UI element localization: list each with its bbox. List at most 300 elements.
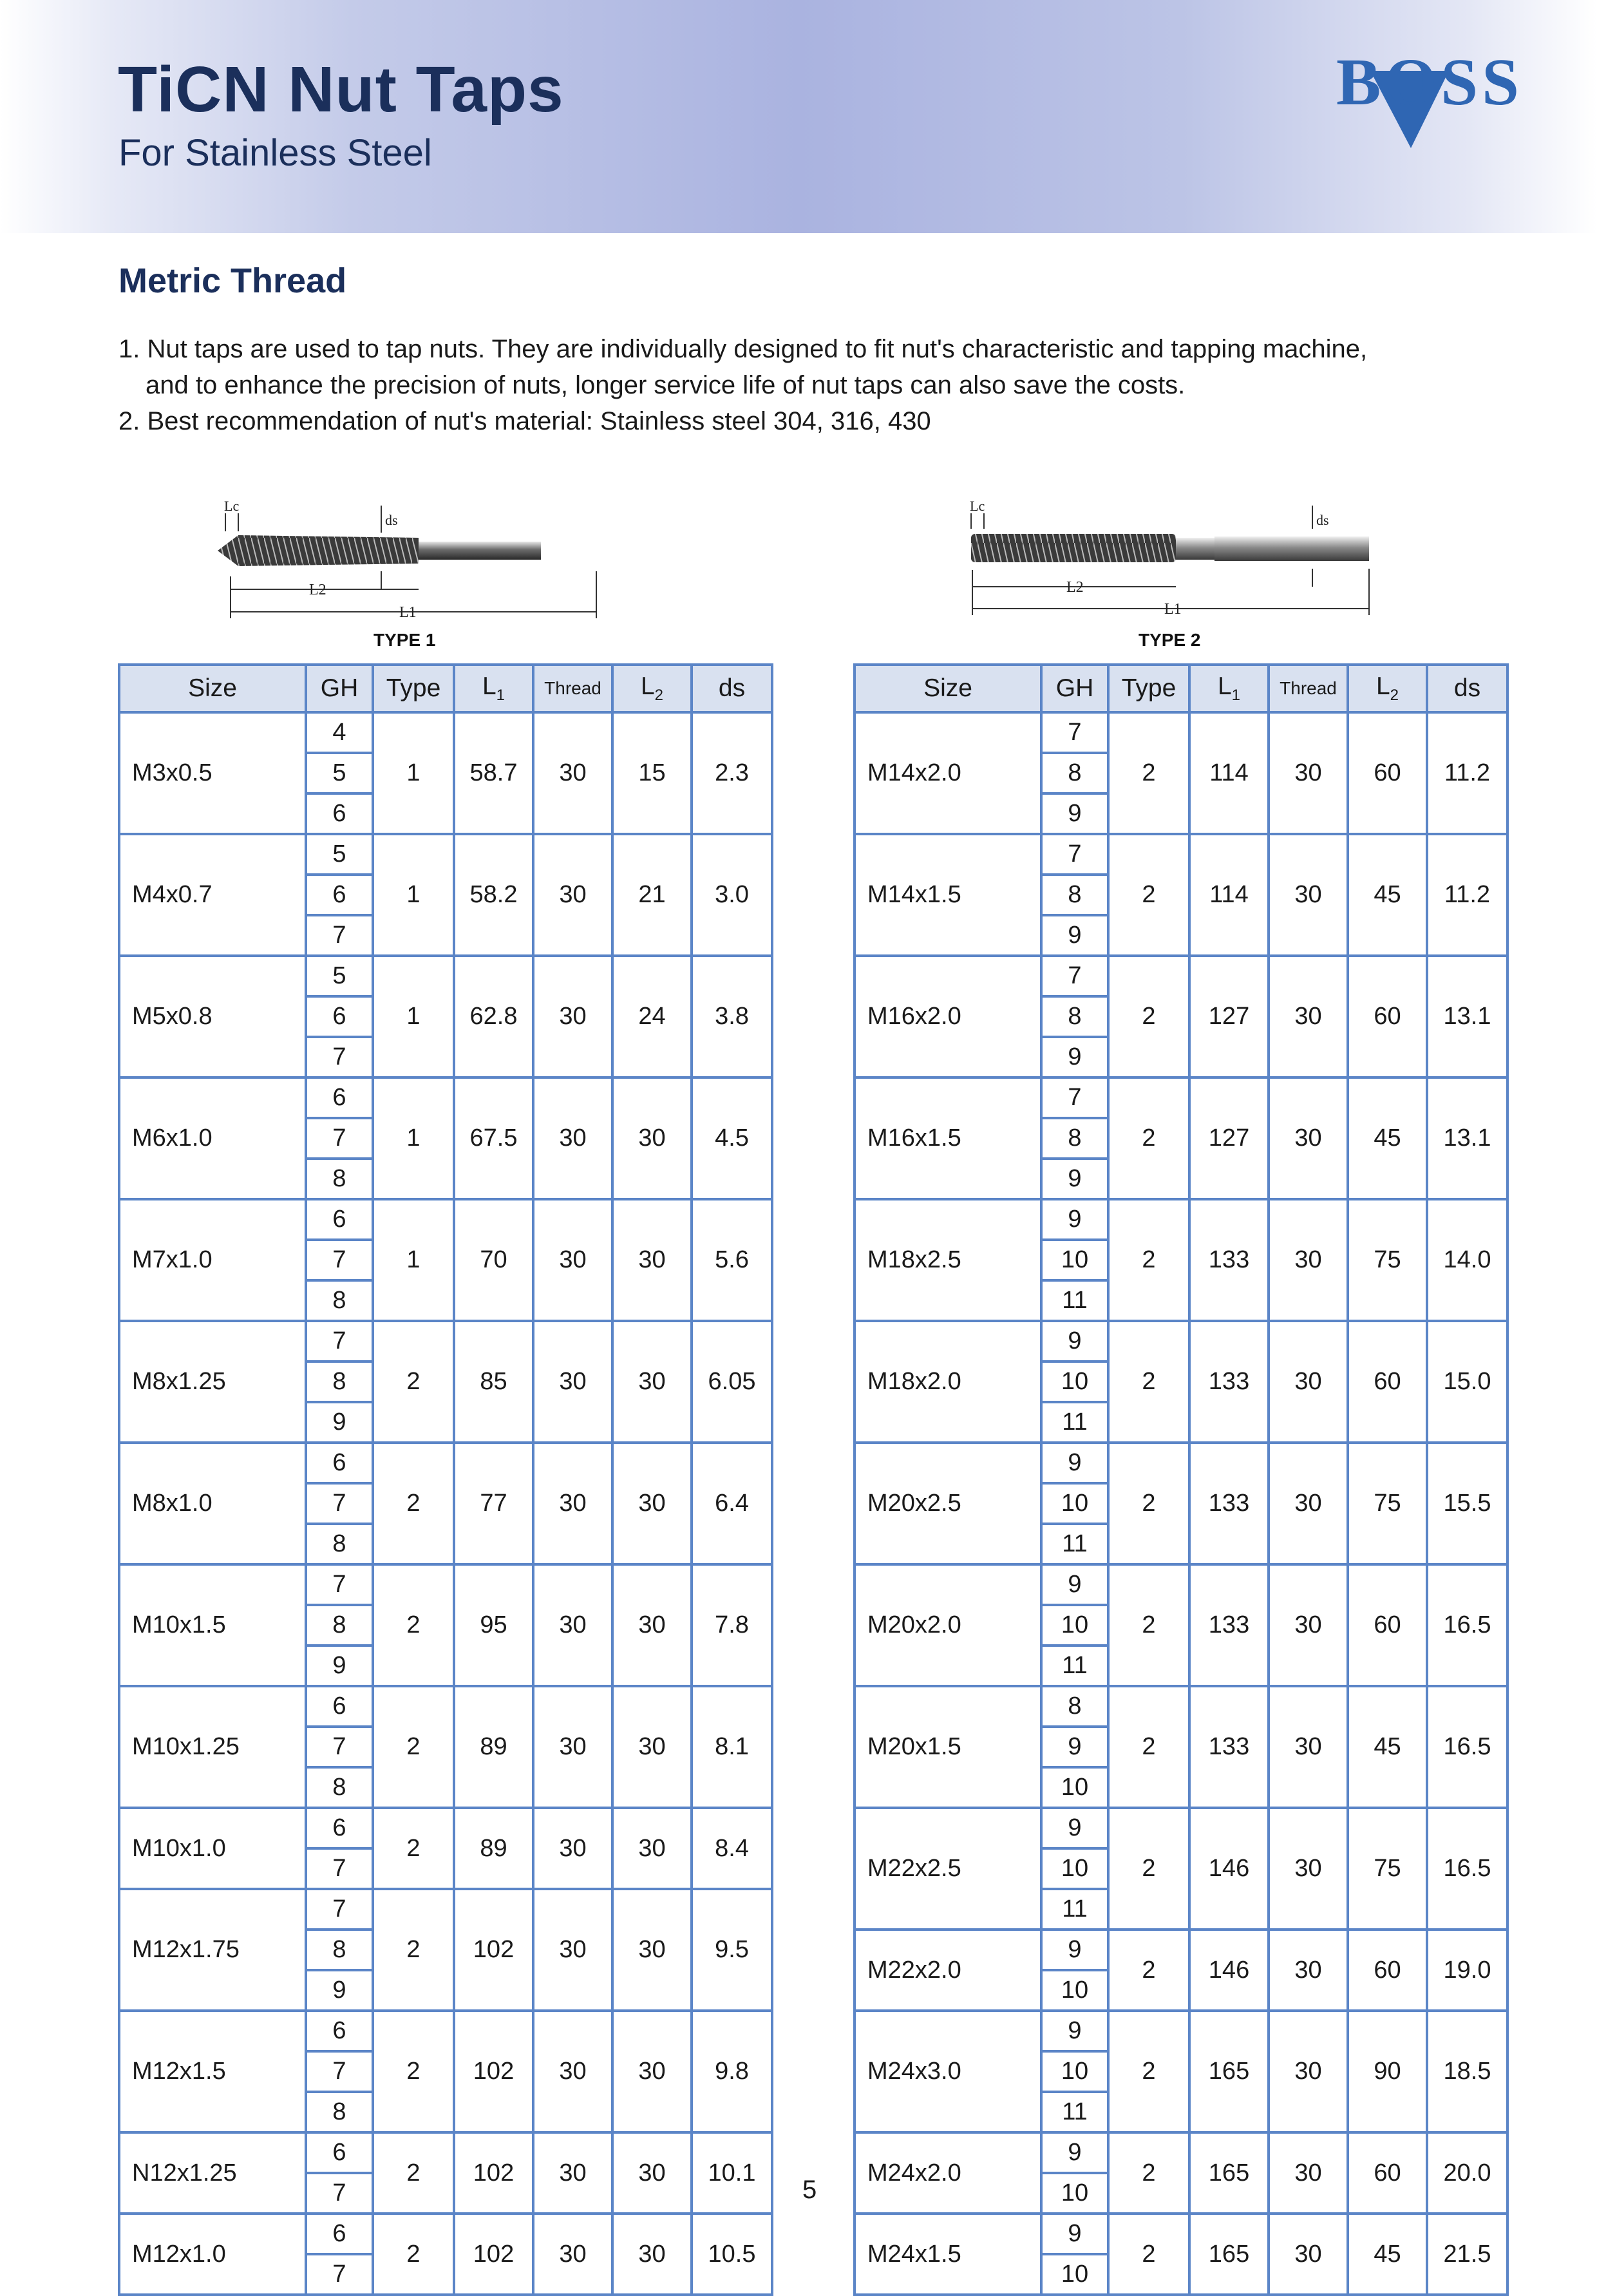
table-row bbox=[855, 1686, 1507, 1727]
table-row bbox=[855, 712, 1507, 753]
cell-thread: 30 bbox=[533, 1443, 612, 1564]
cell-gh: 7 bbox=[306, 1727, 373, 1767]
cell-thread: 30 bbox=[1269, 1443, 1348, 1564]
cell-ds: 9.8 bbox=[692, 2011, 772, 2132]
cell-type: 2 bbox=[373, 1808, 454, 1889]
table-row bbox=[119, 1077, 772, 1118]
cell-size: M7x1.0 bbox=[119, 1199, 306, 1321]
cell-gh: 6 bbox=[306, 1077, 373, 1118]
tap1-threads bbox=[218, 535, 419, 566]
note-line-2: and to enhance the precision of nuts, longer service life of nut taps can also save the costs. bbox=[146, 371, 1186, 399]
cell-gh: 9 bbox=[1041, 2132, 1108, 2173]
cell-gh: 9 bbox=[1041, 1199, 1108, 1240]
cell-gh: 4 bbox=[306, 712, 373, 753]
cell-gh: 9 bbox=[306, 1646, 373, 1686]
cell-size: M22x2.5 bbox=[855, 1808, 1041, 1930]
cell-gh: 7 bbox=[306, 2254, 373, 2295]
cell-ds: 8.1 bbox=[692, 1686, 772, 1808]
notes bbox=[118, 331, 1367, 439]
cell-l2: 30 bbox=[612, 1321, 692, 1443]
cell-thread: 30 bbox=[1269, 2011, 1348, 2132]
cell-gh: 5 bbox=[306, 834, 373, 875]
cell-l1: 165 bbox=[1189, 2132, 1269, 2214]
cell-thread: 30 bbox=[1269, 1930, 1348, 2011]
col-l2: $L_2$ bbox=[1348, 665, 1427, 712]
cell-ds: 9.5 bbox=[692, 1889, 772, 2011]
col-size: Size bbox=[855, 665, 1041, 712]
cell-gh: 10 bbox=[1041, 1240, 1108, 1280]
cell-gh: 8 bbox=[306, 1930, 373, 1970]
cell-gh: 8 bbox=[1041, 875, 1108, 915]
tap-diagram-type2 bbox=[958, 486, 1396, 654]
cell-ds: 6.05 bbox=[692, 1321, 772, 1443]
cell-l2: 30 bbox=[612, 1443, 692, 1564]
cell-size: M24x2.0 bbox=[855, 2132, 1041, 2214]
cell-l1: 133 bbox=[1189, 1564, 1269, 1686]
cell-type: 2 bbox=[1108, 1808, 1189, 1930]
cell-type: 2 bbox=[1108, 1077, 1189, 1199]
cell-l2: 30 bbox=[612, 2132, 692, 2214]
col-type: Type bbox=[373, 665, 454, 712]
cell-l1: 165 bbox=[1189, 2011, 1269, 2132]
cell-l2: 30 bbox=[612, 1889, 692, 2011]
cell-thread: 30 bbox=[533, 1199, 612, 1321]
cell-gh: 9 bbox=[1041, 1037, 1108, 1077]
cell-l2: 60 bbox=[1348, 1321, 1427, 1443]
cell-gh: 11 bbox=[1041, 1280, 1108, 1321]
table-row bbox=[855, 1443, 1507, 1483]
cell-l2: 30 bbox=[612, 2011, 692, 2132]
col-gh: GH bbox=[306, 665, 373, 712]
cell-gh: 7 bbox=[306, 2051, 373, 2092]
cell-thread: 30 bbox=[533, 1686, 612, 1808]
cell-size: M20x2.5 bbox=[855, 1443, 1041, 1564]
cell-ds: 11.2 bbox=[1427, 834, 1507, 956]
cell-gh: 9 bbox=[1041, 1159, 1108, 1199]
tap2-threads bbox=[971, 534, 1176, 562]
table-row bbox=[119, 1808, 772, 1848]
tap1-l2-label: L2 bbox=[309, 582, 326, 598]
cell-size: M24x3.0 bbox=[855, 2011, 1041, 2132]
cell-l2: 60 bbox=[1348, 1564, 1427, 1686]
cell-gh: 10 bbox=[1041, 2051, 1108, 2092]
cell-thread: 30 bbox=[533, 1321, 612, 1443]
cell-l1: 102 bbox=[454, 2132, 533, 2214]
cell-ds: 2.3 bbox=[692, 712, 772, 834]
cell-gh: 10 bbox=[1041, 1361, 1108, 1402]
cell-ds: 13.1 bbox=[1427, 956, 1507, 1077]
page-title: TiCN Nut Taps bbox=[118, 53, 564, 126]
table-row bbox=[119, 1199, 772, 1240]
note-line-3: 2. Best recommendation of nut's material: Stainless steel 304, 316, 430 bbox=[118, 407, 931, 435]
cell-l1: 67.5 bbox=[454, 1077, 533, 1199]
cell-gh: 10 bbox=[1041, 1483, 1108, 1524]
cell-l1: 102 bbox=[454, 2214, 533, 2295]
cell-gh: 7 bbox=[306, 1889, 373, 1930]
cell-l1: 89 bbox=[454, 1686, 533, 1808]
tap1-caption: TYPE 1 bbox=[373, 630, 436, 650]
cell-ds: 16.5 bbox=[1427, 1564, 1507, 1686]
cell-l1: 133 bbox=[1189, 1443, 1269, 1564]
table-row bbox=[855, 1199, 1507, 1240]
cell-thread: 30 bbox=[1269, 1564, 1348, 1686]
tap2-l1-label: L1 bbox=[1164, 601, 1182, 618]
col-l1: $L_1$ bbox=[454, 665, 533, 712]
cell-gh: 7 bbox=[306, 2173, 373, 2214]
cell-gh: 6 bbox=[306, 996, 373, 1037]
cell-gh: 11 bbox=[1041, 1524, 1108, 1564]
table-row bbox=[119, 2132, 772, 2173]
cell-thread: 30 bbox=[1269, 1077, 1348, 1199]
cell-ds: 11.2 bbox=[1427, 712, 1507, 834]
cell-thread: 30 bbox=[1269, 956, 1348, 1077]
cell-gh: 6 bbox=[306, 2214, 373, 2254]
cell-type: 1 bbox=[373, 712, 454, 834]
cell-size: M14x2.0 bbox=[855, 712, 1041, 834]
cell-thread: 30 bbox=[533, 712, 612, 834]
table-row bbox=[119, 1889, 772, 1930]
page-subtitle: For Stainless Steel bbox=[118, 132, 432, 174]
cell-gh: 10 bbox=[1041, 1848, 1108, 1889]
cell-l1: 114 bbox=[1189, 712, 1269, 834]
cell-l2: 75 bbox=[1348, 1199, 1427, 1321]
cell-l1: 127 bbox=[1189, 956, 1269, 1077]
cell-size: M12x1.5 bbox=[119, 2011, 306, 2132]
cell-size: M20x2.0 bbox=[855, 1564, 1041, 1686]
cell-gh: 8 bbox=[306, 2092, 373, 2132]
cell-ds: 18.5 bbox=[1427, 2011, 1507, 2132]
cell-gh: 7 bbox=[1041, 834, 1108, 875]
cell-ds: 16.5 bbox=[1427, 1808, 1507, 1930]
cell-size: M12x1.0 bbox=[119, 2214, 306, 2295]
cell-l2: 75 bbox=[1348, 1443, 1427, 1564]
cell-gh: 7 bbox=[306, 1240, 373, 1280]
cell-ds: 15.5 bbox=[1427, 1443, 1507, 1564]
cell-thread: 30 bbox=[533, 2214, 612, 2295]
cell-size: M16x1.5 bbox=[855, 1077, 1041, 1199]
cell-gh: 11 bbox=[1041, 1889, 1108, 1930]
cell-gh: 8 bbox=[1041, 753, 1108, 793]
cell-l1: 85 bbox=[454, 1321, 533, 1443]
col-gh: GH bbox=[1041, 665, 1108, 712]
cell-type: 2 bbox=[1108, 712, 1189, 834]
col-ds: ds bbox=[1427, 665, 1507, 712]
tap2-lc-label: Lc bbox=[970, 498, 985, 514]
cell-l1: 114 bbox=[1189, 834, 1269, 956]
cell-gh: 9 bbox=[306, 1402, 373, 1443]
cell-type: 2 bbox=[373, 1321, 454, 1443]
cell-type: 1 bbox=[373, 1199, 454, 1321]
cell-gh: 8 bbox=[306, 1767, 373, 1808]
cell-gh: 10 bbox=[1041, 1970, 1108, 2011]
tap1-ds-label: ds bbox=[385, 512, 398, 528]
cell-l2: 45 bbox=[1348, 1077, 1427, 1199]
cell-type: 2 bbox=[373, 1564, 454, 1686]
table-row bbox=[119, 1321, 772, 1361]
table-row bbox=[855, 1808, 1507, 1848]
cell-thread: 30 bbox=[533, 2011, 612, 2132]
table-row bbox=[119, 1564, 772, 1605]
cell-size: M16x2.0 bbox=[855, 956, 1041, 1077]
cell-gh: 7 bbox=[306, 1564, 373, 1605]
col-l2: $L_2$ bbox=[612, 665, 692, 712]
cell-type: 2 bbox=[1108, 956, 1189, 1077]
cell-ds: 6.4 bbox=[692, 1443, 772, 1564]
cell-gh: 7 bbox=[306, 1848, 373, 1889]
cell-size: M10x1.0 bbox=[119, 1808, 306, 1889]
cell-type: 2 bbox=[373, 2011, 454, 2132]
cell-size: N12x1.25 bbox=[119, 2132, 306, 2214]
cell-type: 2 bbox=[1108, 834, 1189, 956]
table-row bbox=[855, 2011, 1507, 2051]
cell-size: M6x1.0 bbox=[119, 1077, 306, 1199]
cell-ds: 5.6 bbox=[692, 1199, 772, 1321]
tap1-shank bbox=[419, 542, 541, 560]
cell-l1: 62.8 bbox=[454, 956, 533, 1077]
col-type: Type bbox=[1108, 665, 1189, 712]
cell-ds: 20.0 bbox=[1427, 2132, 1507, 2214]
col-size: Size bbox=[119, 665, 306, 712]
cell-gh: 8 bbox=[306, 1605, 373, 1646]
table-row bbox=[855, 956, 1507, 996]
cell-gh: 9 bbox=[1041, 1727, 1108, 1767]
cell-gh: 11 bbox=[1041, 2092, 1108, 2132]
cell-l2: 45 bbox=[1348, 1686, 1427, 1808]
cell-gh: 6 bbox=[306, 2011, 373, 2051]
cell-thread: 30 bbox=[1269, 712, 1348, 834]
cell-size: M4x0.7 bbox=[119, 834, 306, 956]
cell-type: 2 bbox=[373, 1889, 454, 2011]
cell-l1: 133 bbox=[1189, 1199, 1269, 1321]
cell-l1: 146 bbox=[1189, 1808, 1269, 1930]
tap2-shank bbox=[1214, 536, 1369, 561]
cell-ds: 16.5 bbox=[1427, 1686, 1507, 1808]
cell-thread: 30 bbox=[533, 2132, 612, 2214]
cell-size: M14x1.5 bbox=[855, 834, 1041, 956]
cell-thread: 30 bbox=[1269, 2132, 1348, 2214]
tap1-l1-label: L1 bbox=[399, 604, 417, 621]
cell-gh: 9 bbox=[1041, 793, 1108, 834]
cell-l1: 77 bbox=[454, 1443, 533, 1564]
cell-gh: 9 bbox=[1041, 2214, 1108, 2254]
cell-ds: 14.0 bbox=[1427, 1199, 1507, 1321]
cell-type: 2 bbox=[373, 1443, 454, 1564]
cell-thread: 30 bbox=[1269, 2214, 1348, 2295]
cell-l2: 30 bbox=[612, 1564, 692, 1686]
cell-l2: 30 bbox=[612, 2214, 692, 2295]
cell-gh: 6 bbox=[306, 1686, 373, 1727]
cell-ds: 8.4 bbox=[692, 1808, 772, 1889]
cell-l1: 58.7 bbox=[454, 712, 533, 834]
cell-ds: 10.1 bbox=[692, 2132, 772, 2214]
cell-type: 2 bbox=[1108, 1564, 1189, 1686]
cell-type: 1 bbox=[373, 956, 454, 1077]
cell-thread: 30 bbox=[533, 1077, 612, 1199]
cell-gh: 7 bbox=[306, 1037, 373, 1077]
table-row bbox=[855, 1930, 1507, 1970]
cell-gh: 9 bbox=[1041, 2011, 1108, 2051]
cell-gh: 6 bbox=[306, 793, 373, 834]
cell-l2: 60 bbox=[1348, 956, 1427, 1077]
note-line-1: 1. Nut taps are used to tap nuts. They are individually designed to fit nut's characteristic and tapping machine, bbox=[118, 335, 1368, 363]
cell-thread: 30 bbox=[1269, 1199, 1348, 1321]
tap2-l2-label: L2 bbox=[1066, 579, 1084, 596]
cell-type: 2 bbox=[1108, 1443, 1189, 1564]
cell-type: 2 bbox=[1108, 2214, 1189, 2295]
cell-gh: 7 bbox=[1041, 956, 1108, 996]
cell-ds: 7.8 bbox=[692, 1564, 772, 1686]
col-ds: ds bbox=[692, 665, 772, 712]
table-row bbox=[119, 1443, 772, 1483]
logo-text: BOSS bbox=[1336, 45, 1523, 119]
cell-gh: 8 bbox=[306, 1280, 373, 1321]
cell-thread: 30 bbox=[533, 1889, 612, 2011]
cell-type: 1 bbox=[373, 1077, 454, 1199]
cell-gh: 10 bbox=[1041, 2254, 1108, 2295]
cell-gh: 7 bbox=[306, 1118, 373, 1159]
table-row bbox=[855, 834, 1507, 875]
table-row bbox=[119, 712, 772, 753]
cell-l1: 70 bbox=[454, 1199, 533, 1321]
cell-size: M8x1.25 bbox=[119, 1321, 306, 1443]
cell-size: M8x1.0 bbox=[119, 1443, 306, 1564]
cell-size: M5x0.8 bbox=[119, 956, 306, 1077]
cell-size: M18x2.0 bbox=[855, 1321, 1041, 1443]
cell-gh: 10 bbox=[1041, 1767, 1108, 1808]
cell-type: 2 bbox=[1108, 2132, 1189, 2214]
cell-gh: 9 bbox=[1041, 1321, 1108, 1361]
table-header-row bbox=[855, 665, 1507, 712]
cell-gh: 6 bbox=[306, 875, 373, 915]
cell-gh: 9 bbox=[1041, 1564, 1108, 1605]
cell-l2: 30 bbox=[612, 1077, 692, 1199]
cell-gh: 10 bbox=[1041, 2173, 1108, 2214]
cell-ds: 3.8 bbox=[692, 956, 772, 1077]
cell-l1: 165 bbox=[1189, 2214, 1269, 2295]
cell-l1: 102 bbox=[454, 2011, 533, 2132]
cell-gh: 5 bbox=[306, 956, 373, 996]
table-row bbox=[119, 956, 772, 996]
cell-gh: 9 bbox=[306, 1970, 373, 2011]
cell-gh: 9 bbox=[1041, 915, 1108, 956]
table-header-row bbox=[119, 665, 772, 712]
cell-gh: 8 bbox=[306, 1361, 373, 1402]
cell-size: M20x1.5 bbox=[855, 1686, 1041, 1808]
cell-l1: 146 bbox=[1189, 1930, 1269, 2011]
cell-gh: 8 bbox=[1041, 996, 1108, 1037]
table-row bbox=[119, 2214, 772, 2254]
cell-size: M24x1.5 bbox=[855, 2214, 1041, 2295]
cell-gh: 8 bbox=[306, 1524, 373, 1564]
cell-ds: 19.0 bbox=[1427, 1930, 1507, 2011]
cell-size: M10x1.5 bbox=[119, 1564, 306, 1686]
table-row bbox=[855, 1077, 1507, 1118]
table-row bbox=[855, 2214, 1507, 2254]
cell-type: 1 bbox=[373, 834, 454, 956]
cell-l1: 89 bbox=[454, 1808, 533, 1889]
cell-gh: 6 bbox=[306, 1443, 373, 1483]
cell-type: 2 bbox=[1108, 2011, 1189, 2132]
cell-l2: 30 bbox=[612, 1199, 692, 1321]
cell-l2: 60 bbox=[1348, 1930, 1427, 2011]
cell-gh: 7 bbox=[306, 1483, 373, 1524]
cell-ds: 3.0 bbox=[692, 834, 772, 956]
col-l1: $L_1$ bbox=[1189, 665, 1269, 712]
cell-l1: 95 bbox=[454, 1564, 533, 1686]
cell-gh: 9 bbox=[1041, 1443, 1108, 1483]
cell-type: 2 bbox=[1108, 1686, 1189, 1808]
table-row bbox=[119, 834, 772, 875]
cell-l2: 60 bbox=[1348, 2132, 1427, 2214]
cell-type: 2 bbox=[373, 2214, 454, 2295]
cell-thread: 30 bbox=[1269, 1686, 1348, 1808]
cell-gh: 7 bbox=[1041, 712, 1108, 753]
table-row bbox=[119, 1686, 772, 1727]
tap2-ds-label: ds bbox=[1316, 512, 1329, 528]
cell-gh: 6 bbox=[306, 1808, 373, 1848]
cell-gh: 6 bbox=[306, 1199, 373, 1240]
cell-gh: 8 bbox=[306, 1159, 373, 1199]
right-spec-table bbox=[853, 663, 1509, 2296]
cell-thread: 30 bbox=[533, 956, 612, 1077]
page-number: 5 bbox=[802, 2176, 817, 2204]
cell-size: M12x1.75 bbox=[119, 1889, 306, 2011]
cell-l2: 45 bbox=[1348, 834, 1427, 956]
cell-l1: 133 bbox=[1189, 1321, 1269, 1443]
cell-thread: 30 bbox=[1269, 1808, 1348, 1930]
cell-l1: 127 bbox=[1189, 1077, 1269, 1199]
cell-type: 2 bbox=[1108, 1199, 1189, 1321]
boss-logo bbox=[1294, 45, 1565, 155]
cell-l2: 75 bbox=[1348, 1808, 1427, 1930]
cell-ds: 13.1 bbox=[1427, 1077, 1507, 1199]
cell-gh: 11 bbox=[1041, 1402, 1108, 1443]
table-row bbox=[855, 1321, 1507, 1361]
col-thread: Thread bbox=[1269, 665, 1348, 712]
cell-gh: 7 bbox=[306, 1321, 373, 1361]
cell-l2: 30 bbox=[612, 1808, 692, 1889]
cell-l2: 30 bbox=[612, 1686, 692, 1808]
tap2-caption: TYPE 2 bbox=[1139, 630, 1201, 650]
table-row bbox=[855, 2132, 1507, 2173]
cell-thread: 30 bbox=[533, 1564, 612, 1686]
table-row bbox=[119, 2011, 772, 2051]
cell-gh: 5 bbox=[306, 753, 373, 793]
cell-thread: 30 bbox=[1269, 834, 1348, 956]
section-title: Metric Thread bbox=[118, 261, 347, 300]
cell-gh: 9 bbox=[1041, 1808, 1108, 1848]
cell-ds: 4.5 bbox=[692, 1077, 772, 1199]
tap1-lc-label: Lc bbox=[224, 498, 240, 514]
cell-l2: 24 bbox=[612, 956, 692, 1077]
cell-thread: 30 bbox=[533, 834, 612, 956]
cell-gh: 8 bbox=[1041, 1686, 1108, 1727]
cell-size: M22x2.0 bbox=[855, 1930, 1041, 2011]
cell-l1: 58.2 bbox=[454, 834, 533, 956]
cell-size: M18x2.5 bbox=[855, 1199, 1041, 1321]
cell-size: M10x1.25 bbox=[119, 1686, 306, 1808]
cell-size: M3x0.5 bbox=[119, 712, 306, 834]
cell-type: 2 bbox=[1108, 1321, 1189, 1443]
table-row bbox=[855, 1564, 1507, 1605]
cell-type: 2 bbox=[1108, 1930, 1189, 2011]
cell-ds: 15.0 bbox=[1427, 1321, 1507, 1443]
cell-gh: 11 bbox=[1041, 1646, 1108, 1686]
cell-gh: 7 bbox=[1041, 1077, 1108, 1118]
cell-ds: 21.5 bbox=[1427, 2214, 1507, 2295]
cell-gh: 10 bbox=[1041, 1605, 1108, 1646]
cell-l2: 60 bbox=[1348, 712, 1427, 834]
